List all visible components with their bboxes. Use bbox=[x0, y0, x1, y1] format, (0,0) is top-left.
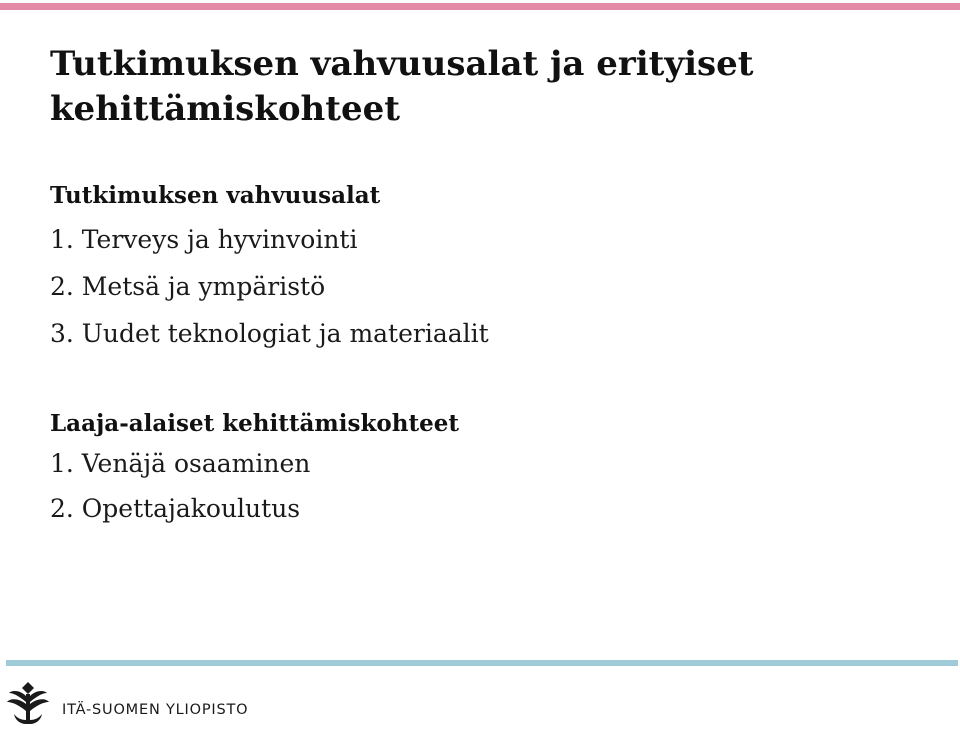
top-accent-bar bbox=[0, 3, 960, 10]
list-item: 1. Venäjä osaaminen bbox=[50, 449, 311, 478]
list-item: 2. Opettajakoulutus bbox=[50, 494, 301, 523]
list-item: 3. Uudet teknologiat ja materiaalit bbox=[50, 319, 489, 348]
list-item: 2. Metsä ja ympäristö bbox=[50, 272, 326, 301]
university-logo bbox=[6, 680, 248, 726]
sprout-icon bbox=[6, 680, 50, 726]
bottom-accent-bar bbox=[6, 660, 958, 666]
slide-title: Tutkimuksen vahvuusalat ja erityiset kehittämiskohteet bbox=[50, 44, 754, 129]
strengths-section bbox=[50, 180, 930, 363]
development-section bbox=[50, 408, 930, 536]
strengths-heading: Tutkimuksen vahvuusalat bbox=[50, 182, 381, 209]
development-heading: Laaja-alaiset kehittämiskohteet bbox=[50, 410, 459, 437]
list-item: 1. Terveys ja hyvinvointi bbox=[50, 225, 358, 254]
university-name: ITÄ-SUOMEN YLIOPISTO bbox=[62, 702, 249, 718]
